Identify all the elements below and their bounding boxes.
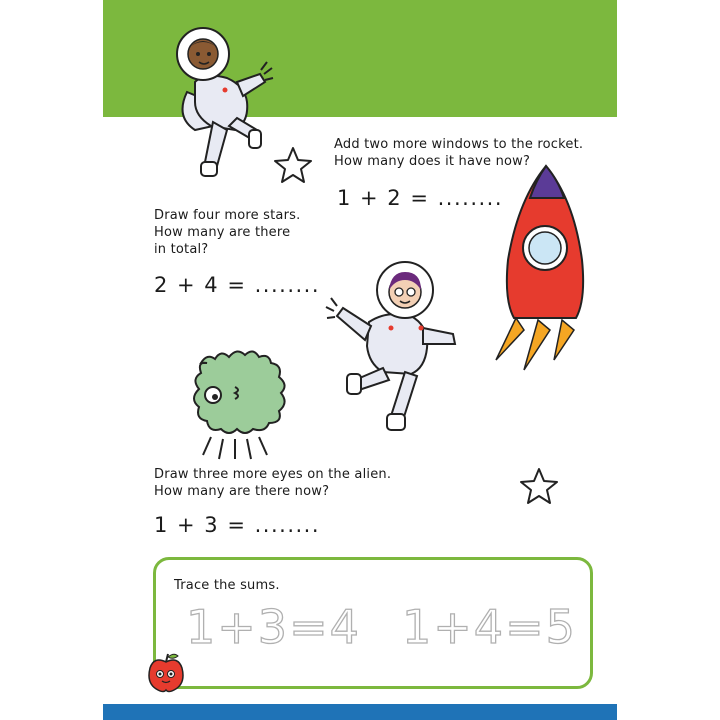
rocket-illustration — [488, 160, 598, 375]
astronaut-girl-illustration — [325, 256, 475, 446]
eyes-sum[interactable]: 1 + 3 = ........ — [154, 513, 321, 537]
windows-sum[interactable]: 1 + 2 = ........ — [337, 186, 504, 210]
star-outline-2 — [519, 466, 559, 506]
worksheet-page — [103, 0, 617, 720]
trace-label: Trace the sums. — [174, 578, 280, 593]
apple-mascot-icon — [146, 652, 186, 694]
trace-sum-1[interactable]: 1+3=4 — [186, 600, 361, 654]
trace-sum-2[interactable]: 1+4=5 — [402, 600, 577, 654]
trace-sums-box — [153, 557, 593, 689]
alien-illustration — [181, 343, 301, 463]
bottom-blue-band — [103, 704, 617, 720]
astronaut-boy-illustration — [165, 22, 275, 188]
star-outline-1 — [273, 145, 313, 185]
stars-question: Draw four more stars. How many are there in total? — [154, 208, 301, 257]
stars-sum[interactable]: 2 + 4 = ........ — [154, 273, 321, 297]
windows-question: Add two more windows to the rocket. How many does it have now? — [334, 137, 584, 169]
eyes-question: Draw three more eyes on the alien. How many are there now? — [154, 467, 392, 499]
